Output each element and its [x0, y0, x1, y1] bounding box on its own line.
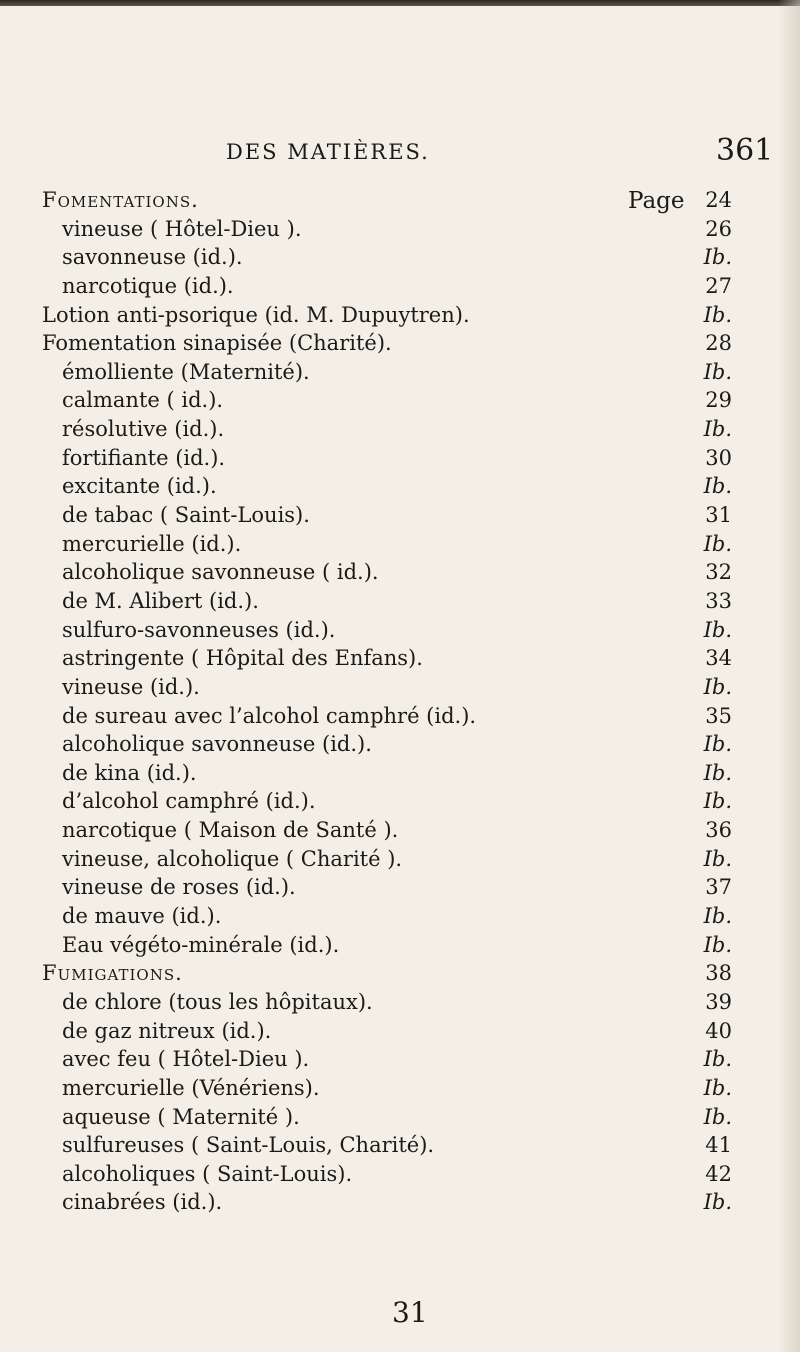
entry-page-ref: 42 — [705, 1161, 732, 1186]
index-entry — [0, 271, 800, 300]
index-entry — [0, 987, 800, 1016]
entry-label: cinabrées (id.). — [62, 1190, 223, 1215]
entry-label: Fomentation sinapisée (Charité). — [42, 331, 392, 356]
entry-label: mercurielle (id.). — [62, 531, 242, 556]
entry-page-ref: Ib. — [703, 474, 732, 499]
entry-page-ref: Ib. — [703, 760, 732, 785]
entry-page-ref: 34 — [705, 646, 732, 671]
index-entry — [0, 443, 800, 472]
entry-page-ref: Ib. — [703, 932, 732, 957]
entry-label: d’alcohol camphré (id.). — [62, 789, 316, 814]
entry-label: Eau végéto-minérale (id.). — [62, 932, 340, 957]
entry-label: vineuse, alcoholique ( Charité ). — [62, 846, 403, 871]
index-entry — [0, 758, 800, 787]
index-entry — [0, 328, 800, 357]
index-entry — [0, 385, 800, 414]
index-entry — [0, 844, 800, 873]
entry-label: narcotique ( Maison de Santé ). — [62, 818, 399, 843]
entry-label: de M. Alibert (id.). — [62, 588, 259, 613]
entry-label: avec feu ( Hôtel-Dieu ). — [62, 1047, 310, 1072]
index-entry — [0, 242, 800, 271]
index-entry — [0, 414, 800, 443]
entry-label: narcotique (id.). — [62, 273, 234, 298]
entry-page-ref: 27 — [705, 273, 732, 298]
entry-page-ref: Ib. — [703, 1190, 732, 1215]
entry-label: de mauve (id.). — [62, 904, 222, 929]
entry-page-ref: Ib. — [703, 904, 732, 929]
index-entry — [0, 529, 800, 558]
signature-mark: 31 — [392, 1296, 428, 1329]
index-entry — [0, 786, 800, 815]
entry-label: alcoholique savonneuse (id.). — [62, 732, 372, 757]
index-entry — [0, 643, 800, 672]
entry-page-ref: 36 — [705, 818, 732, 843]
section-heading: Fumigations. — [42, 961, 183, 986]
index-entry — [0, 300, 800, 329]
entry-page-ref: 41 — [705, 1133, 732, 1158]
entry-label: de chlore (tous les hôpitaux). — [62, 989, 373, 1014]
index-entry — [0, 357, 800, 386]
entry-page-ref: Ib. — [703, 674, 732, 699]
entry-page-ref: Ib. — [703, 417, 732, 442]
entry-label: mercurielle (Vénériens). — [62, 1075, 320, 1100]
index-entry — [0, 901, 800, 930]
index-entry — [0, 1073, 800, 1102]
index-entry — [0, 1187, 800, 1216]
entry-page-ref: 40 — [705, 1018, 732, 1043]
index-entry — [0, 701, 800, 730]
running-head — [0, 133, 800, 180]
section-heading-row — [0, 185, 800, 214]
entry-label: de tabac ( Saint-Louis). — [62, 503, 310, 528]
section-heading-row — [0, 958, 800, 987]
index-entry — [0, 586, 800, 615]
index-entry — [0, 872, 800, 901]
entry-page-ref: 28 — [705, 331, 732, 356]
entry-page-ref: 30 — [705, 445, 732, 470]
entry-page-ref: 39 — [705, 989, 732, 1014]
entry-label: résolutive (id.). — [62, 417, 225, 442]
index-entry — [0, 615, 800, 644]
index-entry — [0, 471, 800, 500]
entry-page-ref: 26 — [705, 216, 732, 241]
running-title: DES MATIÈRES. — [226, 140, 430, 164]
entry-page-ref: Ib. — [703, 359, 732, 384]
index-entry — [0, 1159, 800, 1188]
entry-label: sulfuro-savonneuses (id.). — [62, 617, 336, 642]
index-entry — [0, 672, 800, 701]
entry-page-ref: Ib. — [703, 1075, 732, 1100]
entry-label: alcoholiques ( Saint-Louis). — [62, 1161, 353, 1186]
index-entry — [0, 557, 800, 586]
index-entry — [0, 729, 800, 758]
entry-page-ref: Ib. — [703, 789, 732, 814]
index-entry — [0, 1102, 800, 1131]
entry-label: de kina (id.). — [62, 760, 197, 785]
entry-page-ref: Ib. — [703, 732, 732, 757]
entry-page-ref: 31 — [705, 503, 732, 528]
index-entry — [0, 1016, 800, 1045]
entry-label: savonneuse (id.). — [62, 245, 243, 270]
index-entry — [0, 214, 800, 243]
entry-page-ref: 38 — [705, 961, 732, 986]
entry-label: calmante ( id.). — [62, 388, 224, 413]
entry-page-ref: 33 — [705, 588, 732, 613]
page-number: 361 — [716, 133, 774, 168]
entry-label: alcoholique savonneuse ( id.). — [62, 560, 379, 585]
index-entry — [0, 815, 800, 844]
entry-page-ref: Ib. — [703, 1047, 732, 1072]
entry-page-ref: Ib. — [703, 617, 732, 642]
index-entry — [0, 1044, 800, 1073]
entry-page-ref: Ib. — [703, 531, 732, 556]
entry-label: Lotion anti-psorique (id. M. Dupuytren). — [42, 302, 470, 327]
entry-page-ref: 32 — [705, 560, 732, 585]
entry-page-ref: 24 — [705, 188, 732, 212]
index-entry — [0, 930, 800, 959]
entry-label: de sureau avec l’alcohol camphré (id.). — [62, 703, 477, 728]
entry-label: sulfureuses ( Saint-Louis, Charité). — [62, 1133, 435, 1158]
entry-page-ref: 37 — [705, 875, 732, 900]
index-entry — [0, 1130, 800, 1159]
entry-page-ref: Ib. — [703, 245, 732, 270]
page-top-edge — [0, 0, 800, 6]
entry-page-ref: 35 — [705, 703, 732, 728]
entry-label: fortifiante (id.). — [62, 445, 226, 470]
index-entries — [0, 185, 800, 1216]
entry-page-ref: Ib. — [703, 846, 732, 871]
page-column-label: Page — [628, 188, 685, 214]
entry-label: vineuse (id.). — [62, 674, 200, 699]
entry-label: vineuse ( Hôtel-Dieu ). — [62, 216, 302, 241]
entry-page-ref: Ib. — [703, 1104, 732, 1129]
entry-label: excitante (id.). — [62, 474, 217, 499]
entry-label: astringente ( Hôpital des Enfans). — [62, 646, 423, 671]
entry-label: aqueuse ( Maternité ). — [62, 1104, 300, 1129]
entry-label: émolliente (Maternité). — [62, 359, 310, 384]
section-heading: Fomentations. — [42, 188, 199, 212]
entry-page-ref: 29 — [705, 388, 732, 413]
entry-page-ref: Ib. — [703, 302, 732, 327]
entry-label: vineuse de roses (id.). — [62, 875, 296, 900]
entry-label: de gaz nitreux (id.). — [62, 1018, 272, 1043]
index-entry — [0, 500, 800, 529]
